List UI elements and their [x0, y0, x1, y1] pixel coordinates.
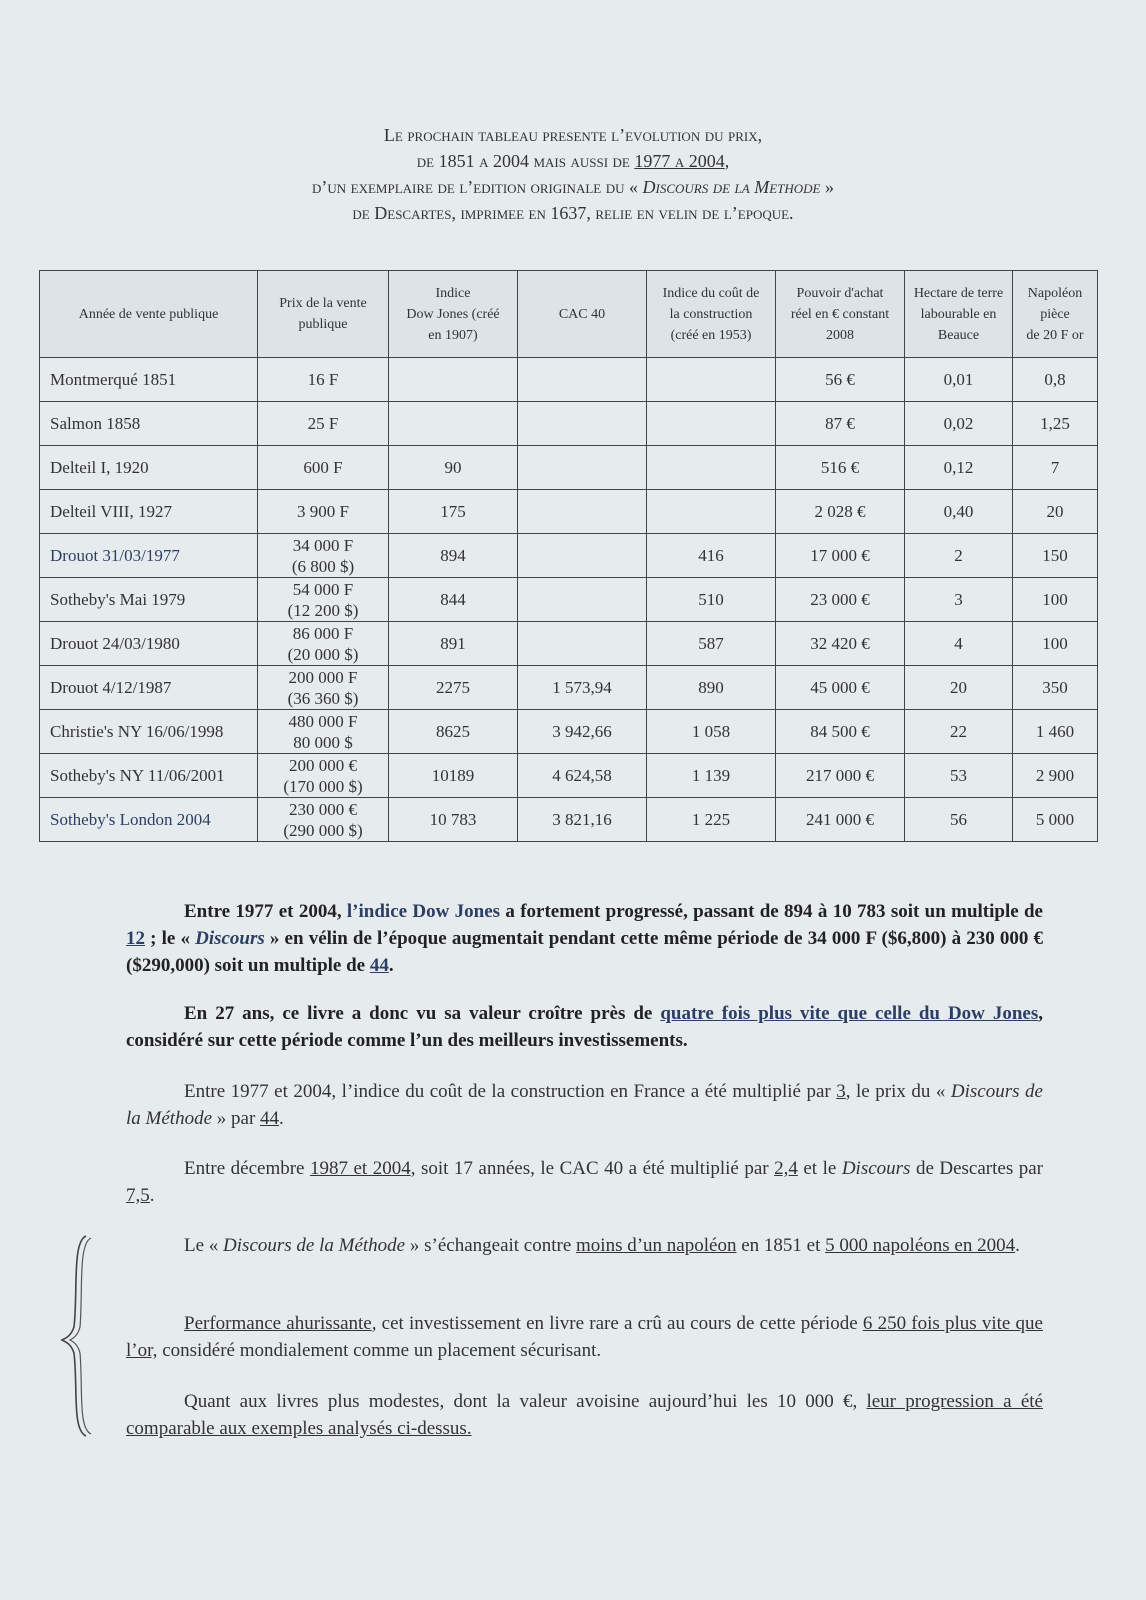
cell-price: 54 000 F (12 200 $) — [258, 578, 389, 622]
cell-cac — [518, 622, 647, 666]
cell-cac — [518, 578, 647, 622]
cell-power: 516 € — [776, 446, 905, 490]
table-header-row — [40, 271, 1098, 358]
cell-napoleon: 0,8 — [1013, 358, 1098, 402]
cell-sale: Christie's NY 16/06/1998 — [40, 710, 258, 754]
cell-construction — [647, 446, 776, 490]
table-row — [40, 710, 1098, 754]
cell-hectare: 56 — [905, 798, 1013, 842]
table-row — [40, 490, 1098, 534]
cell-power: 2 028 € — [776, 490, 905, 534]
cell-construction: 416 — [647, 534, 776, 578]
cell-dow: 175 — [389, 490, 518, 534]
cell-construction: 1 058 — [647, 710, 776, 754]
cell-price: 3 900 F — [258, 490, 389, 534]
price-evolution-table — [39, 270, 1098, 842]
cell-napoleon: 350 — [1013, 666, 1098, 710]
cell-dow: 891 — [389, 622, 518, 666]
cell-hectare: 22 — [905, 710, 1013, 754]
cell-hectare: 0,01 — [905, 358, 1013, 402]
cell-napoleon: 1 460 — [1013, 710, 1098, 754]
table-row — [40, 358, 1098, 402]
cell-hectare: 0,02 — [905, 402, 1013, 446]
title-book-name: Discours de la Methode — [642, 177, 821, 197]
cell-napoleon: 2 900 — [1013, 754, 1098, 798]
cell-napoleon: 100 — [1013, 622, 1098, 666]
title-line-1: Le prochain tableau presente l’evolution du prix, — [383, 125, 763, 145]
title-line-3: d’un exemplaire de l’edition originale du « Discours de la Methode » — [312, 177, 834, 197]
cell-hectare: 0,40 — [905, 490, 1013, 534]
cell-sale: Sotheby's NY 11/06/2001 — [40, 754, 258, 798]
table-row — [40, 534, 1098, 578]
table-row — [40, 622, 1098, 666]
cell-napoleon: 20 — [1013, 490, 1098, 534]
cell-price: 16 F — [258, 358, 389, 402]
cell-hectare: 0,12 — [905, 446, 1013, 490]
cell-sale: Drouot 31/03/1977 — [40, 534, 258, 578]
page-title — [0, 122, 1146, 226]
cell-power: 56 € — [776, 358, 905, 402]
cell-construction — [647, 490, 776, 534]
paragraph-dow-jones: Entre 1977 et 2004, l’indice Dow Jones a fortement progressé, passant de 894 à 10 783 soit un multiple de 12 ; le « Discours » en vélin de l’époque augmentait pendant cette même période de 34 000 F ($6,800) à 230 000 € ($290,000) soit un multiple de 44. — [126, 901, 1043, 976]
cell-napoleon: 150 — [1013, 534, 1098, 578]
column-header-1: Prix de la vente publique — [258, 271, 389, 358]
cell-cac: 3 821,16 — [518, 798, 647, 842]
cell-sale: Delteil VIII, 1927 — [40, 490, 258, 534]
cell-price: 230 000 € (290 000 $) — [258, 798, 389, 842]
cell-cac: 4 624,58 — [518, 754, 647, 798]
column-header-6: Hectare de terre labourable en Beauce — [905, 271, 1013, 358]
title-line-2: de 1851 a 2004 mais aussi de 1977 a 2004, — [416, 151, 730, 171]
column-header-5: Pouvoir d'achat réel en € constant 2008 — [776, 271, 905, 358]
paragraph-napoleon: Le « Discours de la Méthode » s’échangeait contre moins d’un napoléon en 1851 et 5 000 napoléons en 2004. — [184, 1235, 1020, 1256]
cell-power: 23 000 € — [776, 578, 905, 622]
cell-sale: Drouot 4/12/1987 — [40, 666, 258, 710]
cell-construction: 890 — [647, 666, 776, 710]
cell-price: 600 F — [258, 446, 389, 490]
cell-price: 200 000 F (36 360 $) — [258, 666, 389, 710]
cell-napoleon: 100 — [1013, 578, 1098, 622]
cell-price: 34 000 F (6 800 $) — [258, 534, 389, 578]
cell-dow: 894 — [389, 534, 518, 578]
cell-construction: 1 225 — [647, 798, 776, 842]
cell-dow: 10189 — [389, 754, 518, 798]
cell-construction — [647, 402, 776, 446]
cell-hectare: 20 — [905, 666, 1013, 710]
title-date-range: 1977 a 2004 — [634, 151, 725, 171]
cell-construction — [647, 358, 776, 402]
cell-power: 32 420 € — [776, 622, 905, 666]
cell-dow: 8625 — [389, 710, 518, 754]
cell-dow — [389, 358, 518, 402]
cell-power: 17 000 € — [776, 534, 905, 578]
cell-napoleon: 5 000 — [1013, 798, 1098, 842]
paragraph-27-years: En 27 ans, ce livre a donc vu sa valeur croître près de quatre fois plus vite que celle du Dow Jones, considéré sur cette période comme l’un des meilleurs investissements. — [126, 1003, 1043, 1051]
cell-power: 241 000 € — [776, 798, 905, 842]
cell-price: 25 F — [258, 402, 389, 446]
cell-napoleon: 7 — [1013, 446, 1098, 490]
cell-construction: 1 139 — [647, 754, 776, 798]
cell-sale: Sotheby's Mai 1979 — [40, 578, 258, 622]
title-line-4: de Descartes, imprimee en 1637, relie en velin de l’epoque. — [352, 203, 794, 223]
cell-price: 200 000 € (170 000 $) — [258, 754, 389, 798]
cell-price: 480 000 F 80 000 $ — [258, 710, 389, 754]
cell-sale: Sotheby's London 2004 — [40, 798, 258, 842]
table-body — [40, 358, 1098, 842]
paragraph-modest-books: Quant aux livres plus modestes, dont la valeur avoisine aujourd’hui les 10 000 €, leur progression a été comparable aux exemples analysés ci-dessus. — [126, 1391, 1043, 1439]
cell-cac: 3 942,66 — [518, 710, 647, 754]
cell-sale: Drouot 24/03/1980 — [40, 622, 258, 666]
cell-dow: 90 — [389, 446, 518, 490]
cell-power: 87 € — [776, 402, 905, 446]
cell-cac — [518, 534, 647, 578]
cell-price: 86 000 F (20 000 $) — [258, 622, 389, 666]
column-header-0: Année de vente publique — [40, 271, 258, 358]
cell-power: 45 000 € — [776, 666, 905, 710]
table-row — [40, 446, 1098, 490]
cell-hectare: 4 — [905, 622, 1013, 666]
cell-cac — [518, 402, 647, 446]
cell-construction: 587 — [647, 622, 776, 666]
column-header-4: Indice du coût de la construction (créé en 1953) — [647, 271, 776, 358]
cell-dow — [389, 402, 518, 446]
cell-sale: Delteil I, 1920 — [40, 446, 258, 490]
paragraph-performance: Performance ahurissante, cet investissement en livre rare a crû au cours de cette période 6 250 fois plus vite que l’or, considéré mondialement comme un placement sécurisant. — [126, 1313, 1043, 1361]
cell-napoleon: 1,25 — [1013, 402, 1098, 446]
cell-dow: 844 — [389, 578, 518, 622]
cell-power: 217 000 € — [776, 754, 905, 798]
cell-cac — [518, 358, 647, 402]
table-row — [40, 578, 1098, 622]
table-row — [40, 666, 1098, 710]
cell-dow: 10 783 — [389, 798, 518, 842]
table-row — [40, 402, 1098, 446]
cell-hectare: 53 — [905, 754, 1013, 798]
column-header-3: CAC 40 — [518, 271, 647, 358]
curly-brace-icon — [58, 1232, 92, 1440]
cell-hectare: 3 — [905, 578, 1013, 622]
table-row — [40, 798, 1098, 842]
cell-cac — [518, 446, 647, 490]
cell-cac: 1 573,94 — [518, 666, 647, 710]
cell-power: 84 500 € — [776, 710, 905, 754]
paragraph-cac40: Entre décembre 1987 et 2004, soit 17 années, le CAC 40 a été multiplié par 2,4 et le Discours de Descartes par 7,5. — [126, 1158, 1043, 1206]
cell-dow: 2275 — [389, 666, 518, 710]
paragraph-construction: Entre 1977 et 2004, l’indice du coût de la construction en France a été multiplié par 3, le prix du « Discours de la Méthode » par 44. — [126, 1081, 1043, 1129]
cell-construction: 510 — [647, 578, 776, 622]
cell-sale: Salmon 1858 — [40, 402, 258, 446]
cell-hectare: 2 — [905, 534, 1013, 578]
column-header-2: Indice Dow Jones (créé en 1907) — [389, 271, 518, 358]
cell-cac — [518, 490, 647, 534]
cell-sale: Montmerqué 1851 — [40, 358, 258, 402]
table-row — [40, 754, 1098, 798]
column-header-7: Napoléon pièce de 20 F or — [1013, 271, 1098, 358]
